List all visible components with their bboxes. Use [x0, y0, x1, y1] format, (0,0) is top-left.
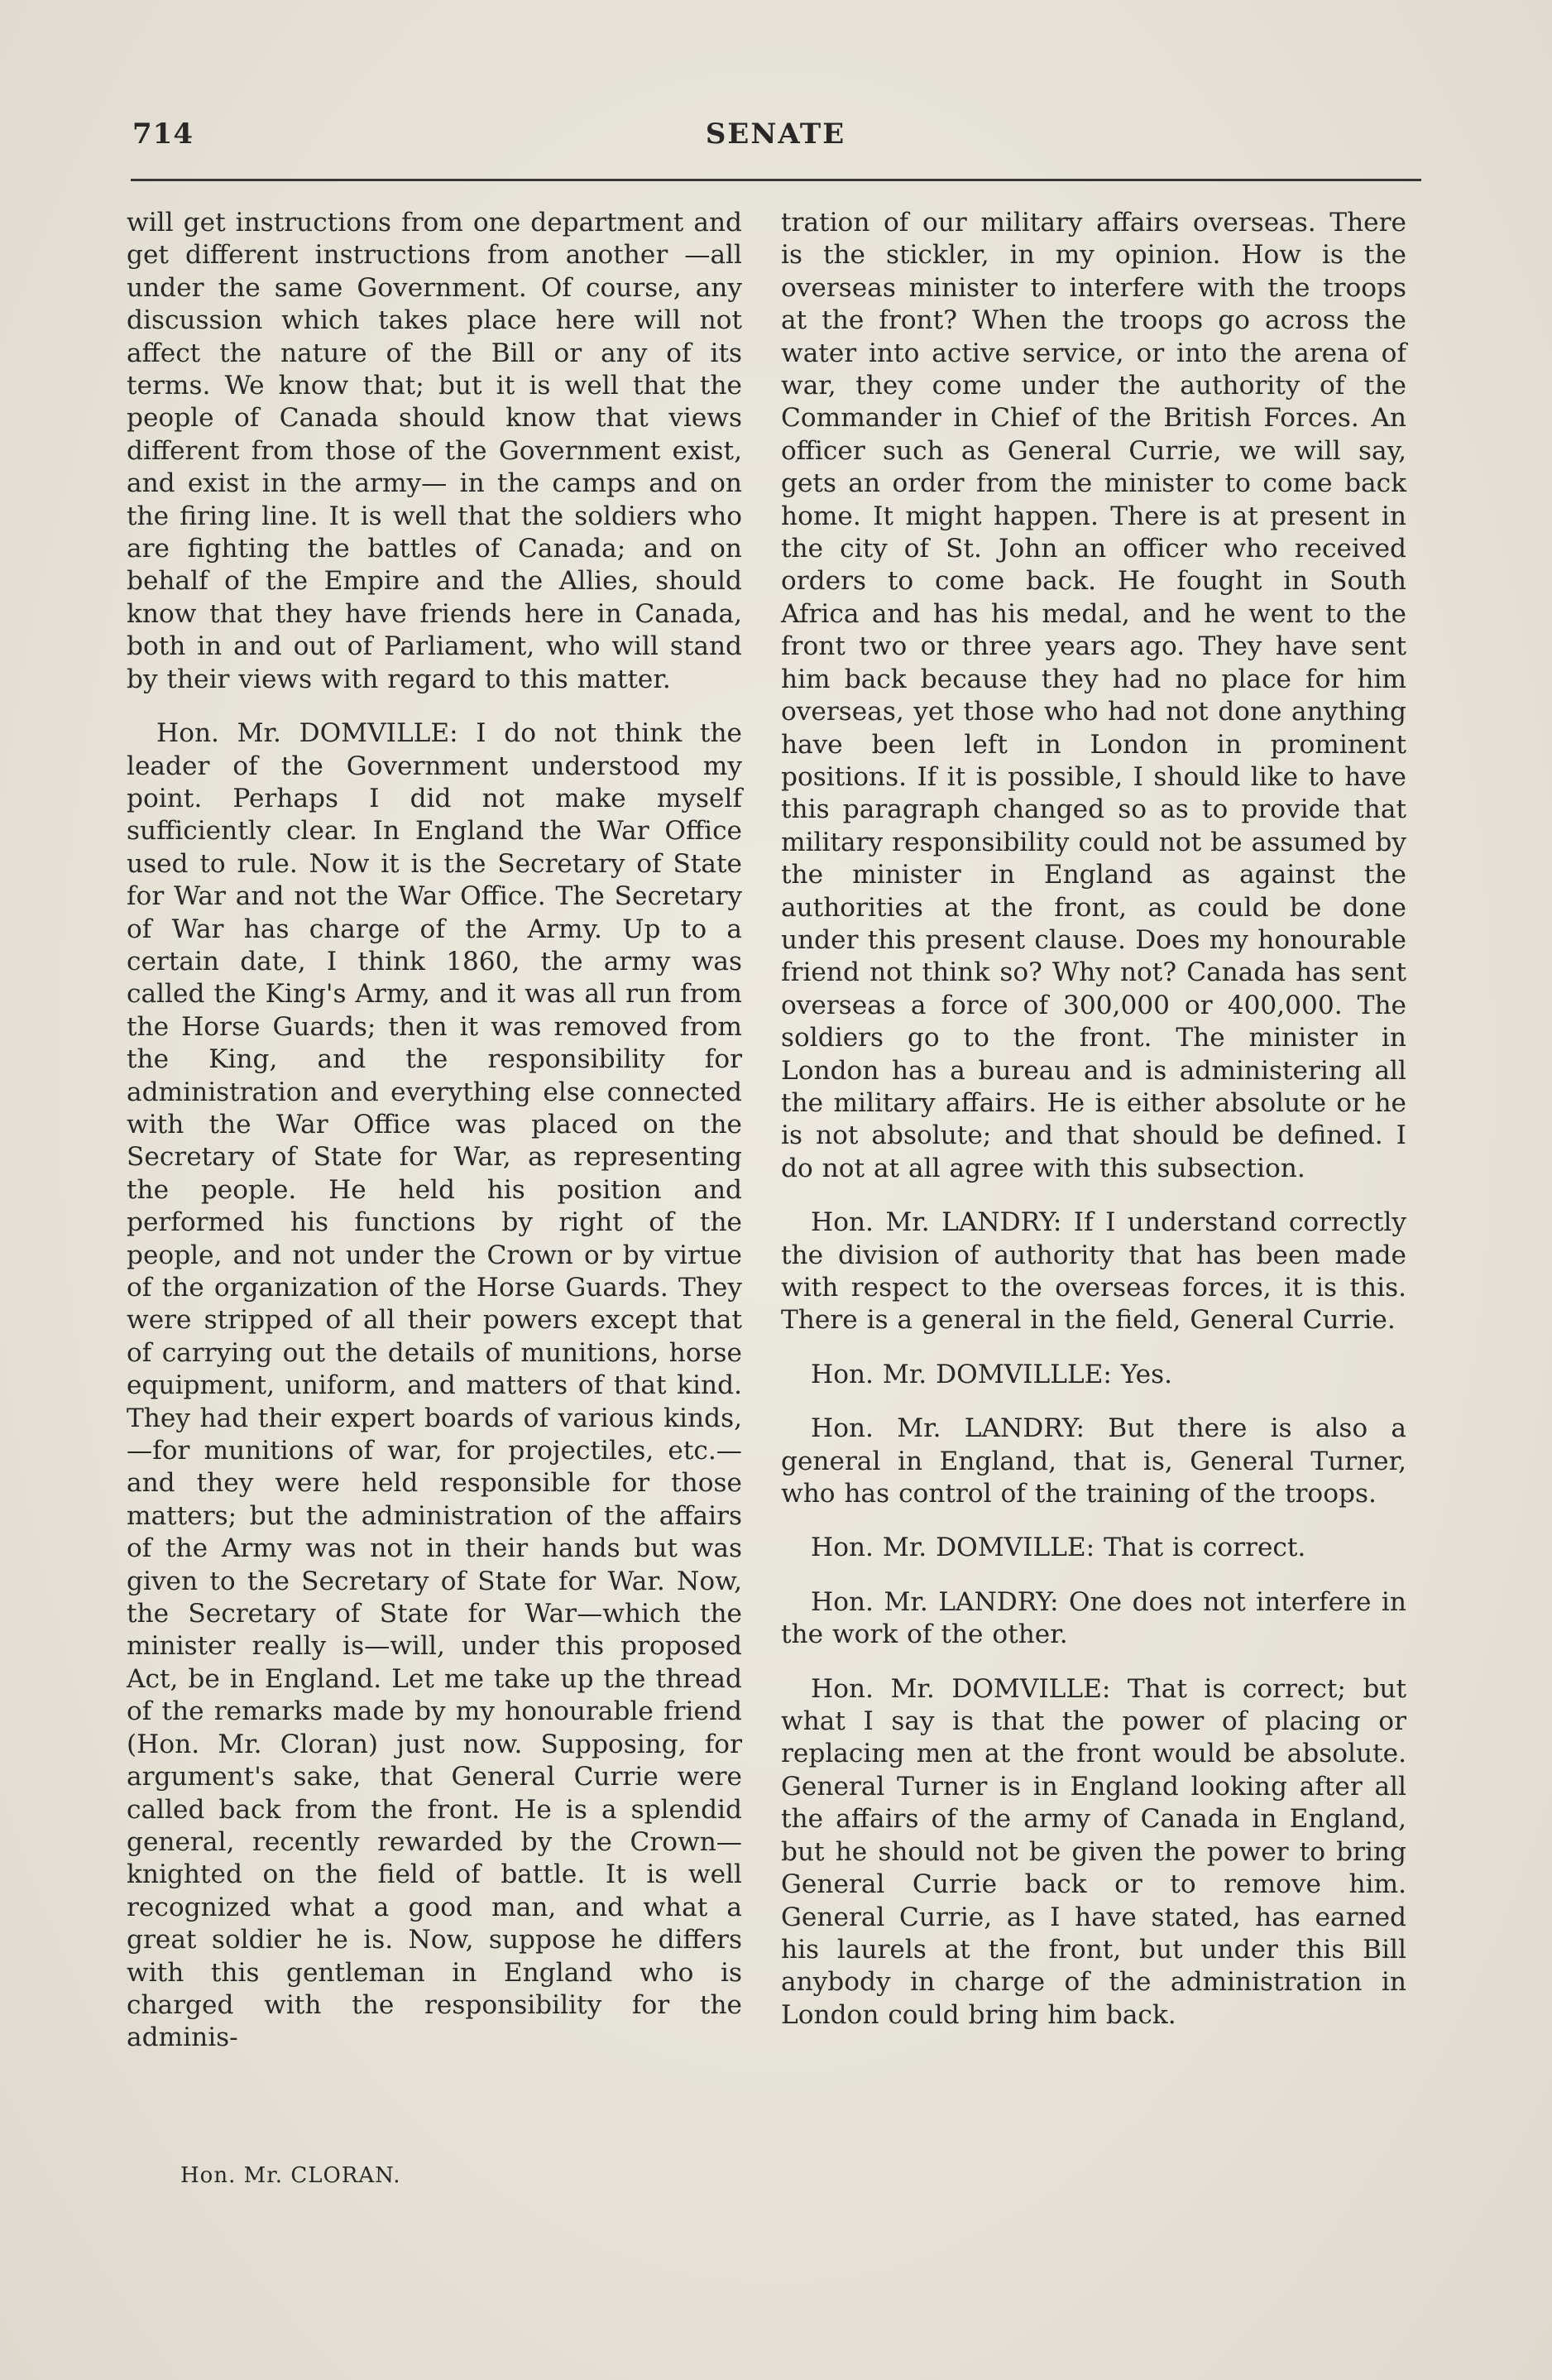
- page-number: 714: [132, 118, 194, 151]
- paragraph: Hon. Mr. DOMVILLLE: Yes.: [811, 1359, 1173, 1389]
- running-head: SENATE: [705, 118, 846, 151]
- paragraph: Hon. Mr. LANDRY: If I understand correctly the division of authority that has been made with respect to the overseas forces, it is this. There is a general in the field, General Currie.: [781, 1207, 1406, 1336]
- footer-speaker-line: Hon. Mr. CLORAN.: [180, 2163, 401, 2188]
- paragraph: Hon. Mr. DOMVILLE: I do not think the leader of the Government understood my point. Perhaps I did not make myself sufficiently clear. In England the War Office used to rule. Now it is the Secretary of State for War and not the War Office. The Secretary of War has charge of the Army. Up to a certain date, I think 1860, the army was called the King's Army, and it was all run from the Horse Guards; then it was removed from the King, and the responsibility for administration and everything else connected with the War Office was placed on the Secretary of State for War, as representing the people. He held his position and performed his functions by right of the people, and not under the Crown or by virtue of the organization of the Horse Guards. They were stripped of all their powers except that of carrying out the details of munitions, horse equipment, uniform, and matters of that kind. They had their expert boards of various kinds,—for munitions of war, for projectiles, etc.—and they were held responsible for those matters; but the administration of the affairs of the Army was not in their hands but was given to the Secretary of State for War. Now, the Secretary of State for War—which the minister really is—will, under this proposed Act, be in England. Let me take up the thread of the remarks made by my honourable friend (Hon. Mr. Cloran) just now. Supposing, for argument's sake, that General Currie were called back from the front. He is a splendid general, recently rewarded by the Crown—knighted on the field of battle. It is well recognized what a good man, and what a great soldier he is. Now, suppose he differs with this gentleman in England who is charged with the responsibility for the adminis-: [127, 718, 742, 2053]
- paragraph: tration of our military affairs overseas. There is the stickler, in my opinion. How is the overseas minister to interfere with the troops at the front? When the troops go across the water into active service, or into the arena of war, they come under the authority of the Commander in Chief of the British Forces. An officer such as General Currie, we will say, gets an order from the minister to come back home. It might happen. There is at present in the city of St. John an officer who received orders to come back. He fought in South Africa and has his medal, and he went to the front two or three years ago. They have sent him back because they had no place for him overseas, yet those who had not done anything have been left in London in prominent positions. If it is possible, I should like to have this paragraph changed so as to provide that military responsibility could not be assumed by the minister in England as against the authorities at the front, as could be done under this present clause. Does my honourable friend not think so? Why not? Canada has sent overseas a force of 300,000 or 400,000. The soldiers go to the front. The minister in London has a bureau and is administering all the military affairs. He is either absolute or he is not absolute; and that should be defined. I do not at all agree with this subsection.: [781, 208, 1406, 1183]
- paragraph: will get instructions from one department and get different instructions from another —all under the same Government. Of course, any discussion which takes place here will not affect the nature of the Bill or any of its terms. We know that; but it is well that the people of Canada should know that views different from those of the Government exist, and exist in the army— in the camps and on the firing line. It is well that the soldiers who are fighting the battles of Canada; and on behalf of the Empire and the Allies, should know that they have friends here in Canada, both in and out of Parliament, who will stand by their views with regard to this matter.: [127, 208, 742, 694]
- paragraph: Hon. Mr. LANDRY: One does not interfere in the work of the other.: [781, 1586, 1406, 1650]
- paragraph: Hon. Mr. LANDRY: But there is also a general in England, that is, General Turner, who has control of the training of the troops.: [781, 1413, 1406, 1509]
- right-column: [781, 207, 1406, 2053]
- paragraph: Hon. Mr. DOMVILLE: That is correct.: [811, 1533, 1306, 1563]
- paragraph: Hon. Mr. DOMVILLE: That is correct; but what I say is that the power of placing or replacing men at the front would be absolute. General Turner is in England looking after all the affairs of the army of Canada in England, but he should not be given the power to bring General Currie back or to remove him. General Currie, as I have stated, has earned his laurels at the front, but under this Bill anybody in charge of the administration in London could bring him back.: [781, 1673, 1406, 2030]
- page-header: [132, 118, 1419, 159]
- header-rule: [131, 179, 1421, 181]
- left-column: [127, 207, 742, 2076]
